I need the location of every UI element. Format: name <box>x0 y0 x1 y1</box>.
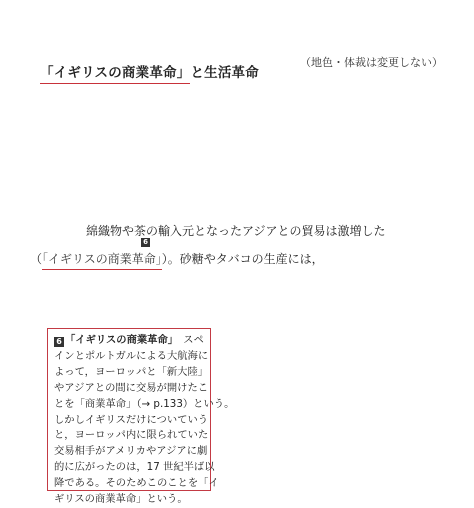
heading-rest: と生活革命 <box>190 65 259 81</box>
body-line-1: 綿織物や茶の輸入元となったアジアとの貿易は激増した <box>86 224 386 238</box>
sidebar-note-box <box>47 328 235 506</box>
line2-prefix: （ <box>30 252 43 266</box>
line2-suffix: ）。砂糖やタバコの生産には， <box>161 252 324 266</box>
sidebar-line: ギリスの商業革命」という。 <box>54 493 188 506</box>
footnote-marker: 6 <box>141 238 150 247</box>
sidebar-line: 交易相手がアメリカやアジアに劇 <box>54 445 208 458</box>
body-line-2 <box>30 250 324 267</box>
sidebar-number-badge: 6 <box>54 337 64 347</box>
sidebar-heading: 「イギリスの商業革命」 <box>65 334 173 346</box>
sidebar-line: と，ヨーロッパ内に限られていた <box>54 429 209 442</box>
editor-note: （地色・体裁は変更しない） <box>300 56 443 69</box>
highlighted-term: 「イギリスの商業革命」 <box>42 252 162 266</box>
sidebar-line: 的に広がったのは，17 世紀半ば以 <box>54 461 215 474</box>
sidebar-line: やアジアとの間に交易が開けたこ <box>54 381 209 394</box>
section-heading <box>40 61 259 81</box>
heading-quoted-term: 「イギリスの商業革命」 <box>40 65 191 81</box>
sidebar-text: スペ <box>172 334 204 346</box>
sidebar-line-0 <box>54 333 206 349</box>
sidebar-line: 降である。そのためこのことを「イ <box>54 477 219 490</box>
sidebar-line: とを「商業革命」（→ p.133）という。 <box>54 397 235 410</box>
sidebar-line: インとポルトガルによる大航海に <box>54 349 209 362</box>
sidebar-line: よって，ヨーロッパと「新大陸」 <box>54 365 209 378</box>
sidebar-line: しかしイギリスだけについていう <box>54 413 209 426</box>
